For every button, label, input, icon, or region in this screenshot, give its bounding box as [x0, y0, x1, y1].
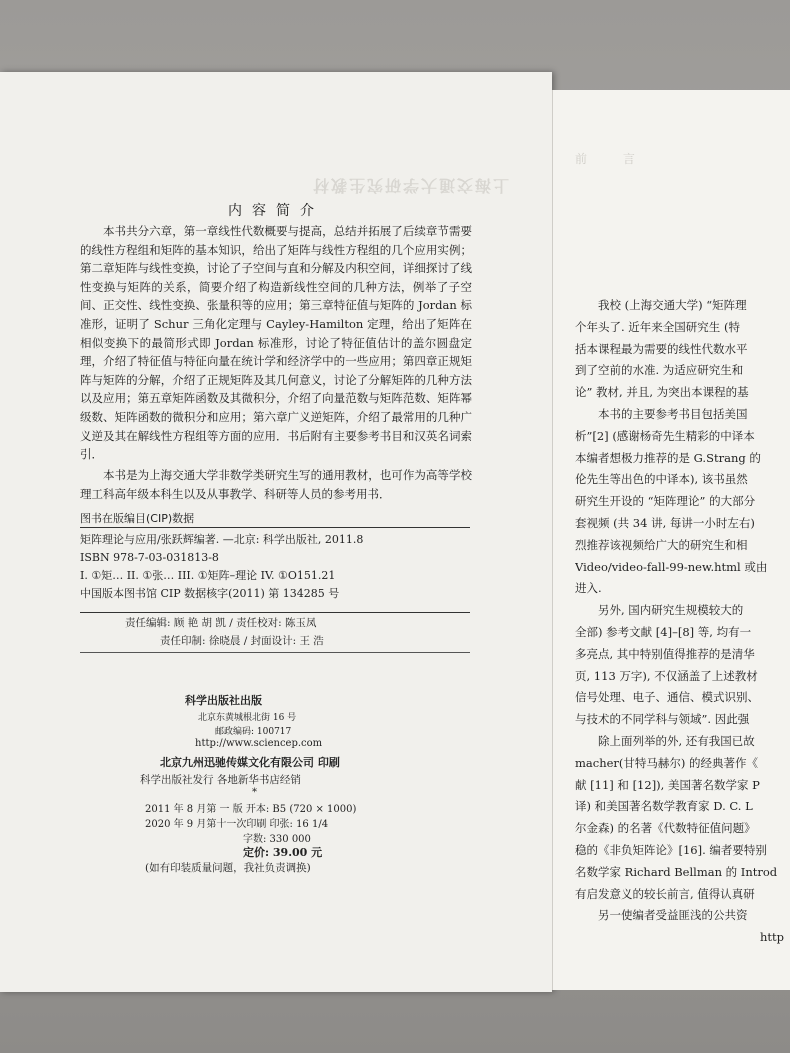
right-page-line: 另外, 国内研究生规模较大的: [598, 603, 744, 618]
right-page-line: 尔金森) 的名著《代数特征值问题》: [575, 821, 756, 836]
right-page-line: 我校 (上海交通大学) “矩阵理: [598, 298, 747, 312]
right-page-line: 本书的主要参考书目包括美国: [598, 407, 748, 421]
publisher-website: http://www.sciencep.com: [195, 738, 323, 749]
printing-line: 2020 年 9 月第十一次印刷 印张: 16 1/4: [145, 819, 329, 830]
word-count: 字数: 330 000: [243, 834, 311, 845]
distribution-line: 科学出版社发行 各地新华书店经销: [140, 774, 301, 786]
publisher-address: 北京东黄城根北街 16 号: [198, 713, 297, 723]
cip-classification-line: I. ①矩… II. ①张… III. ①矩阵–理论 IV. ①O151.21: [80, 569, 336, 582]
right-page-line: 到了空前的水准. 为适应研究生和: [575, 363, 744, 378]
right-page-line: 括本课程最为需要的线性代数水平: [575, 341, 748, 356]
divider: [80, 652, 470, 653]
right-page-bleed-header: 前 言: [575, 152, 651, 166]
printer-line: 北京九州迅驰传媒文化有限公司 印刷: [160, 756, 340, 769]
right-page-line: 除上面列举的外, 还有我国已故: [598, 734, 755, 748]
editor-credits: 责任编辑: 顾 艳 胡 凯 / 责任校对: 陈玉凤: [125, 617, 317, 629]
right-page-line: 析”[2] (感谢杨奇先生精彩的中译本: [575, 428, 755, 443]
right-page-line: http: [760, 930, 785, 945]
summary-paragraph-2: 本书是为上海交通大学非数学类研究生写的通用教材，也可作为高等学校理工科高年级本科生以及从事教学、科研等人员的参考用书．: [80, 468, 472, 501]
right-page-line: 全部) 参考文献 [4]–[8] 等, 均有一: [575, 625, 752, 639]
page-title: 内容简介: [228, 203, 324, 219]
divider: [80, 527, 470, 528]
right-page-line: 献 [11] 和 [12]), 美国著名数学家 P: [575, 777, 760, 792]
right-page-line: 译) 和美国著名数学教育家 D. C. L: [575, 799, 753, 814]
right-page-line: 有启发意义的较长前言, 值得认真研: [575, 886, 755, 901]
cip-record-line: 中国版本图书馆 CIP 数据核字(2011) 第 134285 号: [80, 587, 340, 600]
edition-line: 2011 年 8 月第 一 版 开本: B5 (720 × 1000): [145, 804, 357, 815]
right-page-line: 与技术的不同学科与领域”. 因此强: [575, 712, 750, 727]
right-page-line: 烈推荐该视频给广大的研究生和相: [575, 537, 748, 552]
summary-paragraph-1: 本书共分六章，第一章线性代数概要与提高，总结并拓展了后续章节需要的线性方程组和矩阵的基本知识，给出了矩阵与线性方程组的几个应用实例；第二章矩阵与线性变换，讨论了子空间与直和分解及内积空间，详细探讨了线性变换与矩阵的关系，简要介绍了构造新线性空间的几种方法，例举了子空间、正交性、线性变换、张量积等的应用；第三章特征值与矩阵的 Jordan 标准形，证明了 Schur 三角化定理与 Cayley-Hamilton 定理，给出了矩阵在相似变换下的最简形式即 Jordan 标准形，讨论了特征值估计的盖尔圆盘定理，介绍了特征值与特征向量在统计学和经济学中的一些应用；第四章正规矩阵与矩阵的分解，介绍了正规矩阵及其几何意义，讨论了分解矩阵的几种方法以及应用；第五章矩阵函数及其微积分，介绍了向量范数与矩阵范数、矩阵幂级数、矩阵函数的微积分和应用；第六章广义逆矩阵，介绍了最常用的几种广义逆及其在解线性方程组等方面的应用．书后附有主要参考书目和汉英名词索引．: [80, 224, 472, 462]
cip-data-block: [80, 531, 470, 603]
separator-star: *: [252, 787, 257, 798]
right-page-line: 个年头了. 近年来全国研究生 (特: [575, 319, 740, 334]
production-credits: 责任印制: 徐晓晨 / 封面设计: 王 浩: [160, 635, 324, 647]
right-page-line: 套视频 (共 34 讲, 每讲一小时左右): [575, 516, 755, 530]
cip-heading: 图书在版编目(CIP)数据: [80, 512, 195, 525]
quality-notice: (如有印装质量问题，我社负责调换): [145, 862, 311, 874]
right-page-line: 稳的《非负矩阵论》[16]. 编者要特别: [575, 843, 767, 857]
right-page-line: 页, 113 万字), 不仅涵盖了上述教材: [575, 668, 758, 683]
cip-isbn-line: ISBN 978-7-03-031813-8: [80, 551, 219, 564]
right-page-line: 进入.: [575, 581, 602, 596]
right-page-line: 研究生开设的 “矩阵理论” 的大部分: [575, 494, 756, 509]
right-page-line: 信号处理、电子、通信、模式识别、: [575, 690, 759, 705]
right-page-line: 名数学家 Richard Bellman 的 Introd: [575, 864, 778, 879]
right-page-line: 本编者想极力推荐的是 G.Strang 的: [575, 450, 761, 465]
cip-title-line: 矩阵理论与应用/张跃辉编著. —北京: 科学出版社, 2011.8: [80, 533, 364, 546]
bleed-through-header: 上海交通大学研究生教材: [311, 176, 510, 195]
right-page-line: macher(甘特马赫尔) 的经典著作《: [575, 755, 759, 770]
price: 定价: 39.00 元: [243, 846, 323, 859]
publisher-postcode: 邮政编码: 100717: [215, 727, 292, 737]
right-page-line: 多亮点, 其中特别值得推荐的是清华: [575, 646, 755, 661]
divider: [80, 612, 470, 613]
right-page-line: Video/video-fall-99-new.html 或由: [575, 559, 768, 574]
right-page-line: 论” 教材, 并且, 为突出本课程的基: [575, 385, 749, 400]
right-page-line: 另一使编者受益匪浅的公共资: [598, 908, 748, 923]
publisher-name: 科学出版社出版: [185, 694, 262, 707]
right-page-line: 伦先生等出色的中译本), 该书虽然: [575, 472, 748, 487]
